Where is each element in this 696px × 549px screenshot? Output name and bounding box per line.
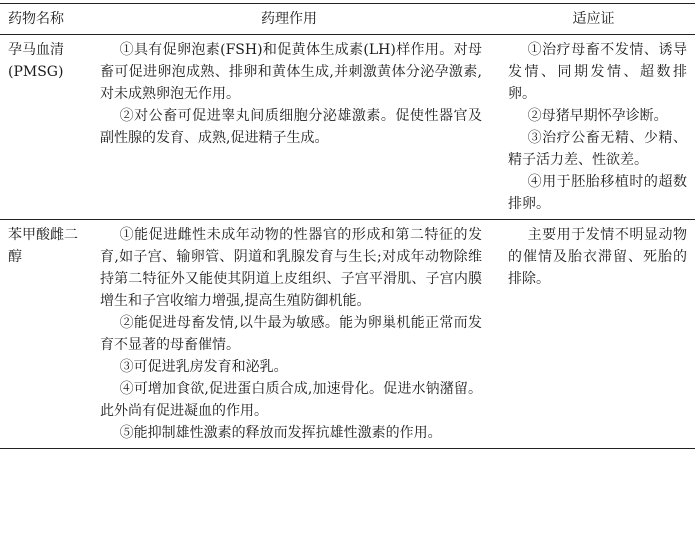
- indications-cell: [492, 35, 695, 220]
- drug-name: 孕马血清(PMSG): [8, 42, 64, 80]
- header-indications: 适应证: [572, 11, 615, 27]
- table-header-row: [0, 4, 695, 35]
- drug-table: [0, 3, 695, 449]
- pharmacology-paragraph: ②对公畜可促进睾丸间质细胞分泌雄激素。促使性器官及副性腺的发育、成熟,促进精子生成。: [100, 108, 482, 146]
- drug-name-cell: [0, 220, 86, 449]
- indications-cell: [492, 220, 695, 449]
- drug-name-cell: [0, 35, 86, 220]
- indication-paragraph: 主要用于发情不明显动物的催情及胎衣滞留、死胎的排除。: [508, 227, 687, 287]
- pharmacology-paragraph: ①能促进雌性未成年动物的性器官的形成和第二特征的发育,如子宫、输卵管、阴道和乳腺发育与生长;对成年动物除维持第二特征外又能使其阴道上皮组织、子宫平滑肌、子宫内膜增生和子宫收缩力增强,提高生殖防御机能。: [100, 227, 482, 309]
- pharmacology-paragraph: ③可促进乳房发育和泌乳。: [119, 359, 288, 375]
- pharmacology-paragraph: ②能促进母畜发情,以牛最为敏感。能为卵巢机能正常而发育不显著的母畜催情。: [100, 315, 482, 353]
- pharmacology-cell: [86, 220, 492, 449]
- header-pharmacology: 药理作用: [261, 11, 317, 27]
- pharmacology-cell: [86, 35, 492, 220]
- pharmacology-paragraph: ①具有促卵泡素(FSH)和促黄体生成素(LH)样作用。对母畜可促进卵泡成熟、排卵和黄体生成,并刺激黄体分泌孕激素,对未成熟卵泡无作用。: [100, 42, 482, 102]
- indication-paragraph: ①治疗母畜不发情、诱导发情、同期发情、超数排卵。: [508, 42, 687, 102]
- table-row: [0, 220, 695, 449]
- header-drug-name: 药物名称: [8, 11, 64, 27]
- indication-paragraph: ④用于胚胎移植时的超数排卵。: [508, 174, 687, 212]
- drug-name: 苯甲酸雌二醇: [8, 227, 78, 265]
- pharmacology-paragraph: ⑤能抑制雄性激素的释放而发挥抗雄性激素的作用。: [119, 425, 442, 441]
- indication-paragraph: ③治疗公畜无精、少精、精子活力差、性欲差。: [508, 130, 687, 168]
- indication-paragraph: ②母猪早期怀孕诊断。: [527, 108, 668, 124]
- pharmacology-paragraph: ④可增加食欲,促进蛋白质合成,加速骨化。促进水钠潴留。此外尚有促进凝血的作用。: [100, 381, 482, 419]
- table-row: [0, 35, 695, 220]
